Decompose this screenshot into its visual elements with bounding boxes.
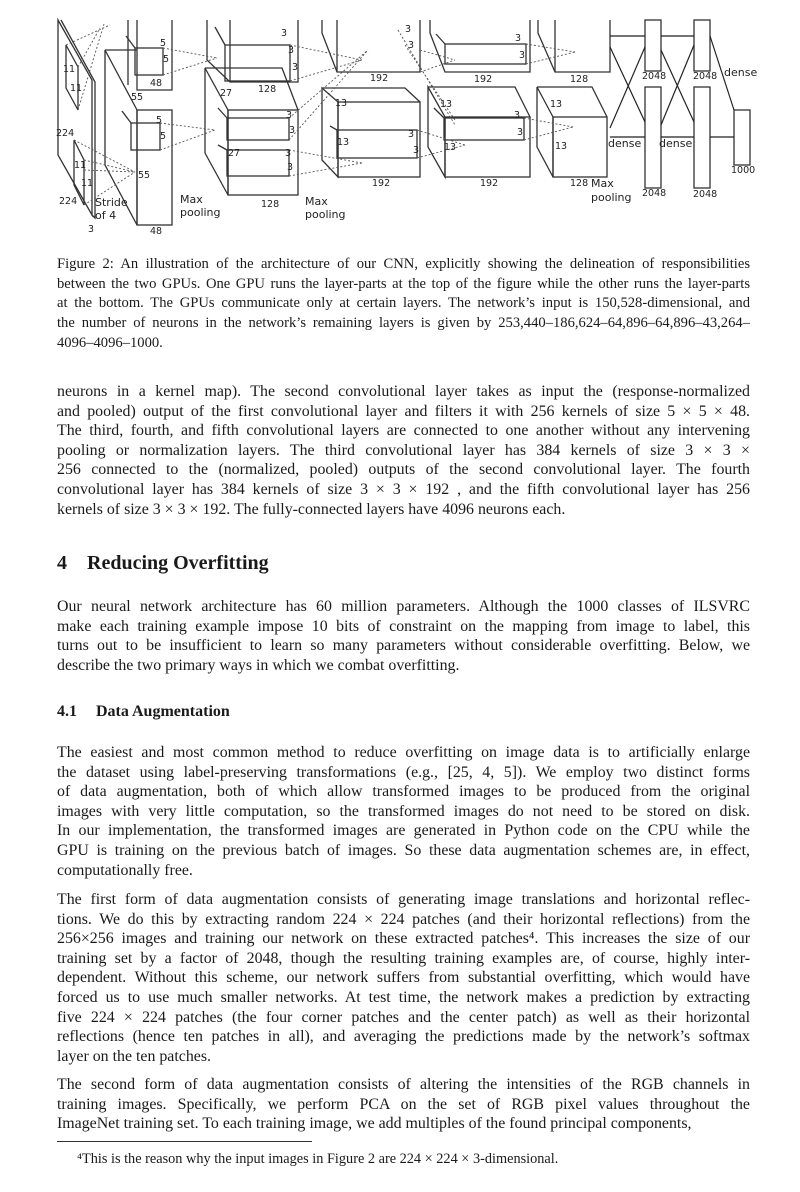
figure-label: 11 xyxy=(70,83,83,94)
figure-caption xyxy=(57,255,750,353)
figure-label: 3 xyxy=(88,224,95,235)
figure-label: 3 xyxy=(281,28,288,39)
figure-label: 128 xyxy=(261,199,280,210)
figure-label: 2048 xyxy=(693,189,718,200)
figure-label: 11 xyxy=(63,64,76,75)
text-line: make each training example impose 10 bits of constraint on the mapping from image to label, this xyxy=(57,617,750,635)
figure-label: 3 xyxy=(289,125,296,136)
figure-label: 48 xyxy=(150,78,163,89)
figure-label: 3 xyxy=(413,145,420,156)
text-line: describe the two primary ways in which we combat overfitting. xyxy=(57,656,460,674)
caption-line: Figure 2: An illustration of the architecture of our CNN, explicitly showing the delineation of responsibilities xyxy=(57,256,750,272)
figure-label: 192 xyxy=(370,73,389,84)
text-line: tions. We do this by extracting random 224 × 224 patches (and their horizontal reflections) from the xyxy=(57,910,750,928)
figure-label: 11 xyxy=(74,160,87,171)
caption-line: between the two GPUs. One GPU runs the layer-parts at the top of the figure while the other runs the layer-parts xyxy=(57,275,750,292)
section-title: Reducing Overfitting xyxy=(87,552,269,574)
figure-label: 3 xyxy=(405,24,412,35)
text-line: In our implementation, the transformed images are generated in Python code on the CPU while the xyxy=(57,822,750,840)
figure-label: 128 xyxy=(570,74,589,85)
figure-dense-arrows xyxy=(610,36,734,137)
text-line: layer on the ten patches. xyxy=(57,1047,211,1065)
section-number: 4 xyxy=(57,552,67,574)
text-line: of data augmentation, both of which allow transformed images to be produced from the original xyxy=(57,783,750,801)
figure-label: Max xyxy=(180,193,203,206)
figure-label: 3 xyxy=(408,40,415,51)
text-line: convolutional layer has 384 kernels of size 3 × 3 × 192 , and the fifth convolutional layer has 256 xyxy=(57,480,750,498)
text-line: dependent. Without this scheme, our network suffers from substantial overfitting, which would have xyxy=(57,969,750,987)
figure-label: 2048 xyxy=(642,71,667,82)
figure-label: dense xyxy=(608,137,642,150)
text-line: GPU is training on the previous batch of images. So these data augmentation schemes are, in effect, xyxy=(57,841,750,859)
figure-label: 13 xyxy=(440,99,453,110)
figure-label: 13 xyxy=(335,98,348,109)
text-line: ImageNet training set. To each training image, we add multiples of the found principal components, xyxy=(57,1115,692,1133)
text-line: forced us to use much smaller networks. At test time, the network makes a prediction by extracting xyxy=(57,988,750,1006)
subsection-heading-4-1 xyxy=(57,703,230,721)
figure-label: Max xyxy=(305,195,328,208)
text-line: training images. Specifically, we perform PCA on the set of RGB pixel values throughout the xyxy=(57,1095,750,1113)
figure-label: 192 xyxy=(474,74,493,85)
figure-label: 13 xyxy=(555,141,568,152)
figure-label: 5 xyxy=(156,115,163,126)
paragraph-rgb-pca xyxy=(57,1075,750,1134)
figure-label: 55 xyxy=(138,170,151,181)
paragraph-conv-layers xyxy=(57,382,750,519)
figure-label: dense xyxy=(724,66,758,79)
subsection-title: Data Augmentation xyxy=(96,703,230,720)
cnn-architecture-figure xyxy=(0,0,800,240)
paragraph-overfitting-intro xyxy=(57,597,750,675)
figure-label: 192 xyxy=(372,178,391,189)
figure-label: pooling xyxy=(305,208,346,221)
caption-line: the number of neurons in the network’s remaining layers is given by 253,440–186,624–64,896–64,896–43,264– xyxy=(57,315,750,332)
figure-label: 5 xyxy=(160,38,167,49)
figure-label: 3 xyxy=(288,45,295,56)
figure-label: of 4 xyxy=(95,209,117,222)
footnote-rule xyxy=(57,1141,312,1142)
figure-label: 5 xyxy=(160,131,167,142)
text-line: the dataset using label-preserving transformations (e.g., [25, 4, 5]). We employ two distinct forms xyxy=(57,763,750,781)
text-line: five 224 × 224 patches (the four corner patches and the center patch) as well as their horizontal xyxy=(57,1008,750,1026)
figure-label: 11 xyxy=(81,178,94,189)
figure-label: pooling xyxy=(180,206,221,219)
figure-label: pooling xyxy=(591,191,632,204)
figure-label: 3 xyxy=(514,110,521,121)
figure-label: 13 xyxy=(444,142,457,153)
subsection-number: 4.1 xyxy=(57,703,77,720)
figure-label: 2048 xyxy=(642,188,667,199)
figure-label: 55 xyxy=(131,92,144,103)
figure-label: 3 xyxy=(517,127,524,138)
figure-label: Stride xyxy=(95,196,128,209)
figure-label: 1000 xyxy=(731,165,756,176)
figure-label: 27 xyxy=(220,88,233,99)
figure-label: 48 xyxy=(150,226,163,237)
figure-label: 3 xyxy=(285,148,292,159)
figure-label: 128 xyxy=(258,84,277,95)
figure-label: 13 xyxy=(550,99,563,110)
figure-label: 3 xyxy=(287,162,294,173)
paragraph-augmentation-intro xyxy=(57,743,750,880)
text-line: Our neural network architecture has 60 million parameters. Although the 1000 classes of ILSVRC xyxy=(57,598,750,615)
text-line: The first form of data augmentation consists of generating image translations and horizontal reflec- xyxy=(57,891,750,908)
footnote: ⁴This is the reason why the input images in Figure 2 are 224 × 224 × 3-dimensional. xyxy=(77,1151,559,1167)
text-line: images with very little computation, so the transformed images do not need to be stored on disk. xyxy=(57,802,750,820)
text-line: and pooled) output of the first convolutional layer and filters it with 256 kernels of size 5 × 5 × 48. xyxy=(57,402,750,420)
text-line: reflections (hence ten patches in all), and averaging the predictions made by the network’s softmax xyxy=(57,1028,750,1046)
figure-label: 3 xyxy=(286,110,293,121)
figure-label: 192 xyxy=(480,178,499,189)
figure-label: 3 xyxy=(408,129,415,140)
figure-label: 3 xyxy=(515,33,522,44)
figure-label: 27 xyxy=(228,148,241,159)
text-line: training set by a factor of 2048, though the resulting training examples are, of course, highly inter- xyxy=(57,949,750,967)
text-line: neurons in a kernel map). The second convolutional layer takes as input the (response-normalized xyxy=(57,383,750,400)
text-line: computationally free. xyxy=(57,861,193,879)
figure-label: dense xyxy=(659,137,693,150)
figure-label: 224 xyxy=(59,196,78,207)
text-line: turns out to be insufficient to learn so many parameters without considerable overfitting. Below, we xyxy=(57,637,750,655)
section-heading-4 xyxy=(57,552,269,575)
caption-line: 4096–4096–1000. xyxy=(57,334,163,351)
paragraph-translations xyxy=(57,890,750,1066)
figure-label: 224 xyxy=(56,128,75,139)
figure-label: Max xyxy=(591,177,614,190)
figure-label: 13 xyxy=(337,137,350,148)
text-line: The second form of data augmentation consists of altering the intensities of the RGB channels in xyxy=(57,1076,750,1093)
caption-line: at the bottom. The GPUs communicate only at certain layers. The network’s input is 150,528-dimensional, and xyxy=(57,295,750,312)
text-line: pooling or normalization layers. The third convolutional layer has 384 kernels of size 3 × 3 × xyxy=(57,441,750,459)
figure-label: 3 xyxy=(292,62,299,73)
text-line: 256×256 images and training our network on these extracted patches⁴. This increases the size of our xyxy=(57,930,750,948)
text-line: The easiest and most common method to reduce overfitting on image data is to artificially enlarge xyxy=(57,744,750,761)
text-line: kernels of size 3 × 3 × 192. The fully-connected layers have 4096 neurons each. xyxy=(57,500,566,518)
figure-label: 2048 xyxy=(693,71,718,82)
figure-label: 3 xyxy=(519,50,526,61)
text-line: 256 connected to the (normalized, pooled) outputs of the second convolutional layer. The fourth xyxy=(57,461,750,479)
text-line: The third, fourth, and fifth convolutional layers are connected to one another without any intervening xyxy=(57,422,750,440)
figure-label: 5 xyxy=(163,54,170,65)
figure-label: 128 xyxy=(570,178,589,189)
